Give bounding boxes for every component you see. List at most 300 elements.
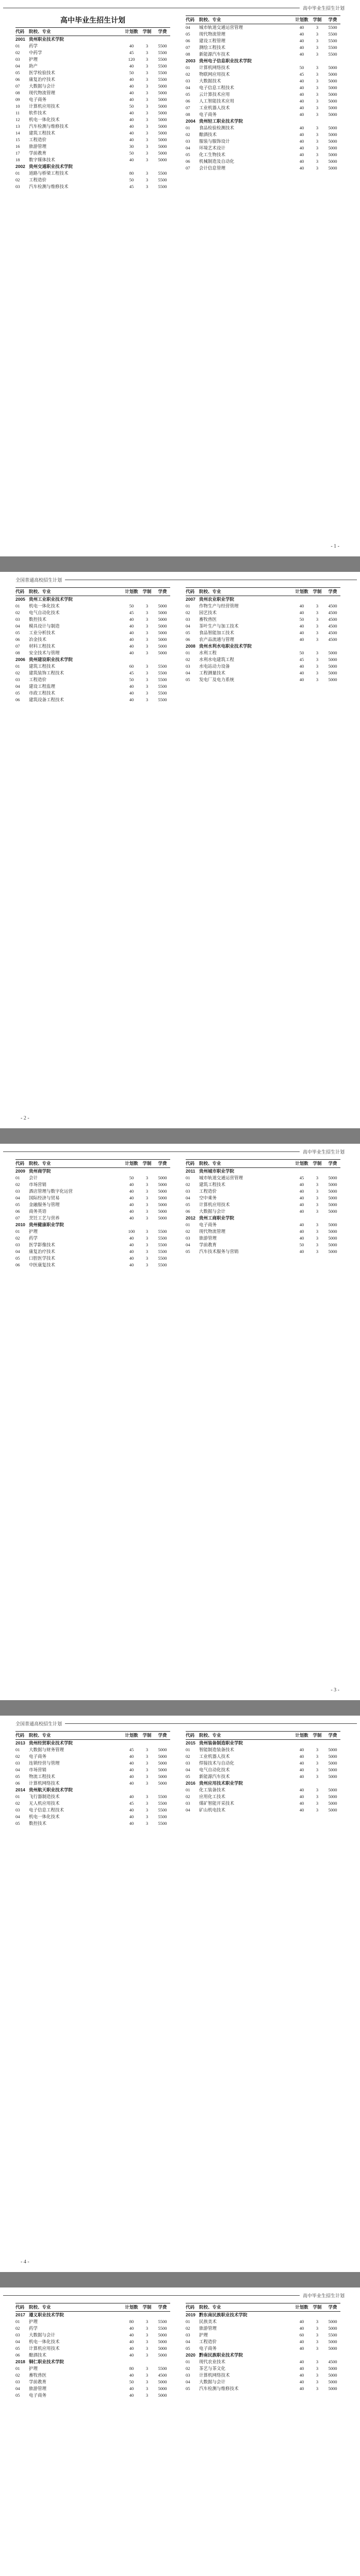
- years-cell: 3: [316, 45, 319, 50]
- code-cell: 12: [15, 117, 20, 122]
- years-cell: 3: [145, 1182, 149, 1187]
- major-cell: 酿酒技术: [199, 132, 217, 137]
- code-cell: 13: [15, 124, 20, 129]
- plan-cell: 40: [299, 1209, 304, 1214]
- plan-cell: 40: [299, 139, 304, 144]
- code-cell: 05: [15, 2393, 20, 2398]
- code-cell: 01: [186, 2359, 190, 2364]
- fee-cell: 5500: [158, 184, 167, 189]
- table-row: [15, 43, 170, 49]
- code-cell: 05: [186, 677, 190, 682]
- code-cell: 03: [186, 2372, 190, 2378]
- plan-cell: 40: [129, 1182, 134, 1187]
- years-cell: [139, 1222, 155, 1228]
- table-row: [15, 2345, 170, 2352]
- years-cell: 3: [145, 1262, 149, 1267]
- table-row: [186, 650, 340, 656]
- years-cell: 3: [145, 144, 149, 149]
- code-cell: 04: [15, 2339, 20, 2344]
- school-row: [186, 118, 340, 125]
- table-row: [186, 1201, 340, 1208]
- plan-cell: 40: [299, 98, 304, 104]
- fee-cell: 5000: [328, 670, 337, 675]
- document-page: [0, 1716, 360, 2272]
- years-cell: 3: [316, 1787, 319, 1792]
- years-cell: 3: [316, 72, 319, 77]
- major-cell: 护理: [29, 2319, 38, 2324]
- years-cell: 3: [145, 1249, 149, 1254]
- years-cell: 3: [316, 1202, 319, 1207]
- code-cell: 2004: [186, 118, 195, 124]
- major-cell: 工程造价: [29, 677, 47, 682]
- fee-cell: 5000: [158, 117, 167, 122]
- code-cell: 04: [15, 63, 20, 69]
- years-cell: 3: [316, 1229, 319, 1234]
- fee-cell: 5500: [158, 1814, 167, 1819]
- table-row: [186, 84, 340, 91]
- years-cell: 3: [316, 85, 319, 90]
- years-cell: [139, 2312, 155, 2318]
- major-cell: 医学检验技术: [29, 70, 56, 75]
- years-cell: 3: [145, 1801, 149, 1806]
- code-cell: 2002: [15, 164, 25, 169]
- table-row: [15, 1175, 170, 1181]
- code-cell: 05: [15, 1256, 20, 1261]
- col-code-header: 代码: [186, 2304, 195, 2310]
- plan-cell: [294, 2312, 309, 2318]
- major-cell: 服装与服饰设计: [199, 139, 230, 144]
- fee-cell: 5500: [158, 670, 167, 675]
- years-cell: 3: [145, 617, 149, 622]
- major-cell: 康复治疗技术: [29, 1249, 56, 1254]
- code-cell: 01: [186, 2319, 190, 2324]
- major-cell: 食品智能加工技术: [199, 630, 235, 635]
- plan-cell: 120: [128, 57, 135, 62]
- fee-cell: [325, 2352, 340, 2358]
- school-row: [15, 1222, 170, 1228]
- col-major-header: 院校、专业: [199, 589, 221, 594]
- school-name-cell: 贵州农业职业学院: [199, 597, 235, 602]
- table-row: [15, 676, 170, 683]
- fee-cell: 5000: [328, 650, 337, 655]
- code-cell: 01: [186, 1222, 190, 1227]
- fee-cell: 5000: [158, 630, 167, 635]
- table-row: [15, 70, 170, 76]
- fee-cell: [155, 164, 170, 170]
- fee-cell: 5000: [158, 97, 167, 102]
- code-cell: 2018: [15, 2359, 25, 2364]
- plan-cell: 40: [129, 1814, 134, 1819]
- plan-cell: 40: [129, 1256, 134, 1261]
- years-cell: 3: [316, 2359, 319, 2364]
- years-cell: [309, 2352, 325, 2358]
- table-row: [186, 2332, 340, 2338]
- document-page: [0, 572, 360, 1128]
- plan-cell: 40: [299, 664, 304, 669]
- major-cell: 烹饪工艺与营养: [29, 1215, 60, 1221]
- school-name-cell: 贵州交通职业技术学院: [29, 164, 73, 169]
- fee-cell: 5000: [328, 2366, 337, 2371]
- fee-cell: 5000: [158, 2332, 167, 2337]
- fee-cell: 5000: [328, 139, 337, 144]
- table-row: [15, 663, 170, 670]
- table-row: [186, 630, 340, 636]
- table-row: [15, 1793, 170, 1800]
- years-cell: 3: [145, 177, 149, 182]
- code-cell: 01: [15, 603, 20, 608]
- major-cell: 护理: [29, 1229, 38, 1234]
- years-cell: 3: [316, 2339, 319, 2344]
- table-row: [15, 2338, 170, 2345]
- fee-cell: 5000: [158, 1774, 167, 1779]
- code-cell: 03: [15, 1189, 20, 1194]
- major-cell: 计算机应用技术: [29, 2346, 60, 2351]
- major-cell: 无人机应用技术: [29, 1801, 60, 1806]
- code-cell: 03: [15, 1242, 20, 1247]
- table-row: [186, 1195, 340, 1201]
- major-cell: 安全技术与管理: [29, 650, 60, 655]
- years-cell: 3: [145, 1189, 149, 1194]
- plan-cell: 40: [129, 1195, 134, 1200]
- col-code-header: 代码: [15, 29, 25, 34]
- plan-cell: 80: [129, 2319, 134, 2324]
- plan-cell: 40: [299, 85, 304, 90]
- plan-cell: 45: [129, 1801, 134, 1806]
- years-cell: 3: [145, 1781, 149, 1786]
- table-row: [186, 158, 340, 165]
- code-cell: 07: [186, 105, 190, 110]
- fee-cell: 5500: [158, 697, 167, 702]
- table-body: [15, 36, 170, 190]
- table-row: [186, 1807, 340, 1814]
- col-fee-header: 学费: [328, 2304, 337, 2310]
- fee-cell: 5000: [158, 643, 167, 649]
- fee-cell: 5000: [328, 1774, 337, 1779]
- school-row: [15, 163, 170, 170]
- plan-cell: 40: [129, 2386, 134, 2391]
- major-cell: 煤矿智能开采技术: [199, 1801, 235, 1806]
- years-cell: 3: [316, 105, 319, 110]
- years-cell: 3: [316, 1182, 319, 1187]
- page-header: [0, 4, 360, 11]
- major-cell: 计算机应用技术: [199, 1202, 230, 1207]
- major-cell: 空中乘务: [199, 1195, 217, 1200]
- table-header: [15, 2303, 170, 2312]
- major-cell: 矿山机电技术: [199, 1807, 226, 1812]
- table-row: [15, 103, 170, 110]
- fee-cell: 5500: [158, 1242, 167, 1247]
- fee-cell: 5000: [328, 1229, 337, 1234]
- code-cell: 10: [15, 104, 20, 109]
- code-cell: 09: [15, 97, 20, 102]
- table-row: [186, 1181, 340, 1188]
- plan-cell: [294, 2352, 309, 2358]
- code-cell: 01: [186, 65, 190, 70]
- plan-cell: 40: [299, 152, 304, 157]
- code-cell: 01: [15, 1229, 20, 1234]
- table-row: [186, 91, 340, 98]
- years-cell: 3: [316, 145, 319, 150]
- table-row: [186, 623, 340, 630]
- table-row: [186, 1747, 340, 1753]
- code-cell: 05: [186, 1774, 190, 1779]
- school-row: [15, 36, 170, 43]
- years-cell: 3: [145, 1767, 149, 1772]
- years-cell: 3: [316, 1801, 319, 1806]
- col-plan-header: 计划数: [295, 2304, 308, 2310]
- years-cell: [309, 1781, 325, 1786]
- years-cell: 3: [316, 610, 319, 615]
- code-cell: 02: [15, 1801, 20, 1806]
- table-row: [186, 2359, 340, 2365]
- plan-cell: 40: [129, 77, 134, 82]
- table-row: [186, 636, 340, 643]
- header-rule: [3, 1151, 300, 1152]
- major-cell: 模具设计与制造: [29, 623, 60, 629]
- table-row: [186, 616, 340, 623]
- col-plan-header: 计划数: [125, 1161, 138, 1166]
- major-cell: 计算机应用技术: [29, 104, 60, 109]
- col-major-header: 院校、专业: [29, 1161, 51, 1166]
- table-row: [186, 2318, 340, 2325]
- fee-cell: 5000: [328, 664, 337, 669]
- major-cell: 药学: [29, 2326, 38, 2331]
- major-cell: 道路与桥梁工程技术: [29, 171, 69, 176]
- fee-cell: 5000: [158, 1182, 167, 1187]
- major-cell: 焊接技术与自动化: [199, 1760, 235, 1766]
- years-cell: 3: [316, 139, 319, 144]
- table-row: [186, 2325, 340, 2332]
- col-plan-header: 计划数: [295, 1733, 308, 1738]
- major-cell: 计算机网络技术: [29, 1781, 60, 1786]
- years-cell: 3: [145, 97, 149, 102]
- code-cell: 03: [186, 617, 190, 622]
- col-plan-header: 计划数: [125, 29, 138, 34]
- major-cell: 机电一体化技术: [29, 117, 60, 122]
- code-cell: 08: [186, 52, 190, 57]
- code-cell: 03: [186, 139, 190, 144]
- fee-cell: 5000: [328, 145, 337, 150]
- table-row: [186, 71, 340, 78]
- years-cell: 3: [145, 2346, 149, 2351]
- table-row: [15, 1181, 170, 1188]
- years-cell: 3: [316, 2326, 319, 2331]
- major-cell: 飞行器制造技术: [29, 1794, 60, 1799]
- fee-cell: 5000: [328, 1222, 337, 1227]
- page-column-left: [15, 587, 170, 703]
- fee-cell: 5000: [328, 1182, 337, 1187]
- page-column-right: [186, 2303, 340, 2392]
- years-cell: 3: [316, 2366, 319, 2371]
- plan-cell: 40: [299, 132, 304, 137]
- major-cell: 学前教育: [29, 150, 47, 156]
- table-row: [15, 183, 170, 190]
- code-cell: 07: [15, 1215, 20, 1221]
- table-row: [15, 116, 170, 123]
- plan-cell: 40: [299, 2319, 304, 2324]
- major-cell: 水电站动力设备: [199, 664, 230, 669]
- code-cell: 01: [186, 650, 190, 655]
- plan-cell: 40: [129, 124, 134, 129]
- school-row: [186, 1780, 340, 1787]
- code-cell: 2003: [186, 58, 195, 63]
- fee-cell: 5500: [158, 70, 167, 75]
- plan-cell: 40: [299, 105, 304, 110]
- major-cell: 工程造价: [199, 1189, 217, 1194]
- major-cell: 康复治疗技术: [29, 77, 56, 82]
- major-cell: 环境艺术设计: [199, 145, 226, 150]
- plan-cell: [124, 2312, 139, 2318]
- years-cell: 3: [316, 1195, 319, 1200]
- fee-cell: 5500: [158, 2319, 167, 2324]
- years-cell: 3: [316, 165, 319, 171]
- table-row: [186, 44, 340, 51]
- major-cell: 茶艺与茶文化: [199, 2366, 226, 2371]
- fee-cell: 5000: [158, 1202, 167, 1207]
- table-row: [186, 151, 340, 158]
- years-cell: 3: [316, 650, 319, 655]
- fee-cell: [325, 58, 340, 64]
- page-gap: [0, 1128, 360, 1144]
- major-cell: 畜牧兽医: [199, 617, 217, 622]
- plan-cell: 40: [129, 1242, 134, 1247]
- col-years-header: 学制: [313, 2304, 322, 2310]
- code-cell: 05: [15, 630, 20, 635]
- major-cell: 电气自动化技术: [199, 1767, 230, 1772]
- fee-cell: 5000: [328, 159, 337, 164]
- years-cell: [139, 2359, 155, 2365]
- code-cell: 07: [186, 45, 190, 50]
- years-cell: 3: [316, 630, 319, 635]
- plan-cell: 40: [129, 1235, 134, 1241]
- table-row: [186, 105, 340, 111]
- plan-cell: 45: [299, 657, 304, 662]
- fee-cell: 5500: [158, 63, 167, 69]
- table-row: [15, 1767, 170, 1773]
- major-cell: 大数据与财务管理: [29, 1747, 64, 1752]
- table-row: [186, 111, 340, 118]
- major-cell: 建筑工程技术: [29, 664, 56, 669]
- code-cell: 2017: [15, 2312, 25, 2317]
- table-row: [15, 609, 170, 616]
- plan-cell: 40: [129, 2393, 134, 2398]
- code-cell: 02: [186, 2326, 190, 2331]
- fee-cell: 5000: [158, 2339, 167, 2344]
- table-row: [15, 1242, 170, 1248]
- code-cell: 16: [15, 144, 20, 149]
- code-cell: 01: [186, 1747, 190, 1752]
- major-cell: 农产品流通与管理: [199, 637, 235, 642]
- years-cell: 3: [145, 70, 149, 75]
- years-cell: 3: [316, 1235, 319, 1241]
- fee-cell: 5000: [328, 1807, 337, 1812]
- major-cell: 工程测量技术: [199, 670, 226, 675]
- years-cell: 3: [145, 2326, 149, 2331]
- plan-cell: 40: [299, 78, 304, 83]
- plan-cell: 40: [129, 1754, 134, 1759]
- years-cell: 3: [145, 83, 149, 89]
- years-cell: 3: [145, 1821, 149, 1826]
- fee-cell: 5000: [158, 1760, 167, 1766]
- code-cell: 02: [186, 1182, 190, 1187]
- plan-cell: [294, 58, 309, 64]
- years-cell: 3: [316, 664, 319, 669]
- fee-cell: 5000: [328, 1760, 337, 1766]
- table-row: [15, 623, 170, 630]
- plan-cell: 40: [299, 637, 304, 642]
- major-cell: 工业机器人技术: [199, 1754, 230, 1759]
- fee-cell: 5000: [328, 85, 337, 90]
- code-cell: 02: [15, 1235, 20, 1241]
- code-cell: 08: [15, 90, 20, 95]
- plan-cell: 40: [129, 650, 134, 655]
- fee-cell: 5000: [158, 2393, 167, 2398]
- code-cell: 04: [15, 1249, 20, 1254]
- fee-cell: 5000: [328, 1787, 337, 1792]
- table-row: [15, 1800, 170, 1807]
- code-cell: 03: [15, 184, 20, 189]
- code-cell: 04: [186, 1195, 190, 1200]
- table-header: [15, 1731, 170, 1740]
- fee-cell: 5000: [328, 132, 337, 137]
- fee-cell: 5000: [328, 1195, 337, 1200]
- header-title: 全国普通高校招生计划: [15, 577, 62, 583]
- table-row: [186, 1773, 340, 1780]
- fee-cell: 5500: [158, 1821, 167, 1826]
- years-cell: 3: [145, 623, 149, 629]
- table-row: [15, 1820, 170, 1827]
- fee-cell: 5000: [158, 124, 167, 129]
- fee-cell: [325, 2312, 340, 2318]
- page-column-right: [186, 1731, 340, 1814]
- table-row: [15, 1188, 170, 1195]
- years-cell: 3: [145, 2372, 149, 2378]
- table-row: [15, 636, 170, 643]
- table-header: [186, 1731, 340, 1740]
- fee-cell: 4500: [328, 630, 337, 635]
- plan-cell: 40: [129, 130, 134, 135]
- major-cell: 电子商务: [199, 2346, 217, 2351]
- table-row: [15, 96, 170, 103]
- years-cell: 3: [316, 1242, 319, 1247]
- page-header: [0, 1720, 360, 1727]
- major-cell: 作物生产与经营管理: [199, 603, 239, 608]
- school-name-cell: 贵州健康职业学院: [29, 1222, 64, 1227]
- table-row: [186, 609, 340, 616]
- col-major-header: 院校、专业: [29, 1733, 51, 1738]
- col-years-header: 学制: [142, 589, 152, 594]
- code-cell: 05: [15, 2346, 20, 2351]
- code-cell: 05: [186, 31, 190, 37]
- table-row: [15, 177, 170, 183]
- code-cell: 05: [186, 1249, 190, 1254]
- table-row: [15, 1215, 170, 1222]
- years-cell: 3: [145, 1807, 149, 1812]
- code-cell: 2011: [186, 1168, 195, 1174]
- fee-cell: 5000: [328, 1747, 337, 1752]
- fee-cell: 5000: [328, 125, 337, 130]
- page-number: - 2 -: [21, 1115, 29, 1121]
- code-cell: 02: [186, 610, 190, 615]
- table-row: [15, 670, 170, 676]
- plan-cell: 50: [129, 104, 134, 109]
- major-cell: 学前教育: [29, 2379, 47, 2384]
- major-cell: 机电一体化技术: [29, 1814, 60, 1819]
- major-cell: 茶叶生产与加工技术: [199, 623, 239, 629]
- plan-cell: 40: [129, 1189, 134, 1194]
- plan-cell: 40: [299, 1794, 304, 1799]
- fee-cell: 5000: [158, 150, 167, 156]
